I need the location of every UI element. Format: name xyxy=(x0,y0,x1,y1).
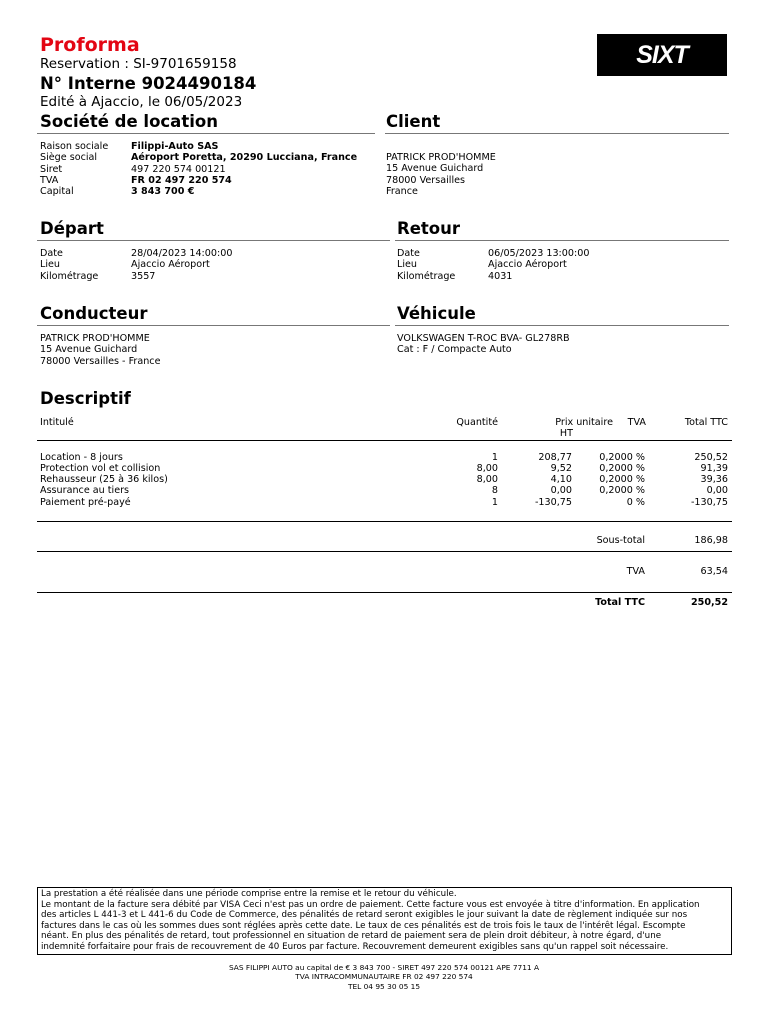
footer-phone-line: TEL 04 95 30 05 15 xyxy=(347,981,421,991)
client-name: PATRICK PROD'HOMME xyxy=(386,152,496,163)
totals-divider xyxy=(37,521,732,522)
subtotal-row xyxy=(40,535,728,546)
legal-notice-line: Le montant de la facture sera débité par VISA Ceci n'est pas un ordre de paiement. Cette facture vous est envoyée à titre d'information. En application xyxy=(41,899,700,910)
row-total: 250,52 xyxy=(694,452,728,463)
value-siege-social: Aéroport Poretta, 20290 Lucciana, France xyxy=(131,152,358,164)
label-raison-sociale: Raison sociale xyxy=(40,141,109,152)
row-quantity: 1 xyxy=(491,452,498,463)
rental-company-values xyxy=(131,141,381,197)
row-label: Paiement pré-payé xyxy=(40,497,131,508)
internal-number: N° Interne 9024490184 xyxy=(40,74,257,93)
value-capital: 3 843 700 € xyxy=(131,186,195,198)
row-vat: 0,2000 % xyxy=(599,474,645,485)
row-unit-price: 9,52 xyxy=(550,463,572,474)
totals-divider xyxy=(37,551,732,552)
row-vat: 0 % xyxy=(626,497,645,508)
table-row xyxy=(40,463,728,474)
row-quantity: 8,00 xyxy=(476,463,498,474)
document-type: Proforma xyxy=(40,34,140,56)
label-siege-social: Siège social xyxy=(40,152,98,164)
subtotal-value: 186,98 xyxy=(694,535,728,546)
vat-row xyxy=(40,566,728,577)
label-capital: Capital xyxy=(40,186,74,198)
col-header-unit-price: Prix unitaire xyxy=(555,417,613,428)
table-header-row xyxy=(40,417,728,428)
section-title-return: Retour xyxy=(397,219,461,238)
table-row xyxy=(40,485,728,496)
return-date-label: Date xyxy=(397,248,420,259)
value-tva: FR 02 497 220 574 xyxy=(131,174,232,186)
legal-notice-line: factures dans le cas où les sommes dues sont réglées après cette date. Le taux de ces pénalités est de trois fois le taux de l'intérêt légal. Escompte xyxy=(41,920,686,931)
vehicle-details xyxy=(397,333,570,356)
total-value: 250,52 xyxy=(690,597,728,608)
divider xyxy=(385,133,729,134)
row-vat: 0,2000 % xyxy=(599,485,645,496)
return-place: Ajaccio Aéroport xyxy=(488,259,567,271)
driver-name: PATRICK PROD'HOMME xyxy=(40,333,150,344)
footer-company-line: SAS FILIPPI AUTO au capital de € 3 843 700 - SIRET 497 220 574 00121 APE 7711 A xyxy=(228,963,540,972)
section-title-descriptif: Descriptif xyxy=(40,389,131,408)
table-header-divider xyxy=(37,440,732,441)
rental-company-labels xyxy=(40,141,131,197)
legal-notice xyxy=(37,887,732,955)
row-unit-price: 4,10 xyxy=(550,474,572,485)
row-vat: 0,2000 % xyxy=(599,463,645,474)
client-address xyxy=(386,152,496,197)
subtotal-label: Sous-total xyxy=(596,535,645,546)
reservation-number: Reservation : SI-9701659158 xyxy=(40,56,237,72)
sixt-logo-mark xyxy=(620,41,704,69)
row-total: 0,00 xyxy=(706,485,728,496)
legal-notice-line: indemnité forfaitaire pour frais de recouvrement de 40 Euros par facture. Recouvrement demeurent exigibles sans qu'un rappel soit nécessaire. xyxy=(41,941,669,952)
departure-mileage: 3557 xyxy=(131,270,156,282)
col-header-vat: TVA xyxy=(627,417,646,428)
departure-date-label: Date xyxy=(40,248,63,259)
divider xyxy=(37,325,390,326)
row-total: 91,39 xyxy=(700,463,728,474)
table-row xyxy=(40,452,728,463)
section-title-rental-company: Société de location xyxy=(40,112,218,131)
col-header-quantity: Quantité xyxy=(456,417,498,428)
value-raison-sociale: Filippi-Auto SAS xyxy=(131,141,219,152)
return-mileage: 4031 xyxy=(488,270,513,282)
driver-street: 15 Avenue Guichard xyxy=(40,344,138,356)
departure-date: 28/04/2023 14:00:00 xyxy=(131,248,233,259)
totals-divider xyxy=(37,592,732,593)
row-vat: 0,2000 % xyxy=(599,452,645,463)
table-row xyxy=(40,497,728,508)
row-total: 39,36 xyxy=(700,474,728,485)
edited-date: Edité à Ajaccio, le 06/05/2023 xyxy=(40,94,243,110)
col-header-unit-price-ht: HT xyxy=(559,428,573,439)
sixt-logo xyxy=(597,34,727,76)
return-date: 06/05/2023 13:00:00 xyxy=(488,248,590,259)
departure-labels xyxy=(40,248,131,282)
legal-notice-line: La prestation a été réalisée dans une période comprise entre la remise et le retour du véhicule. xyxy=(41,889,457,899)
footer xyxy=(0,963,768,991)
departure-place-label: Lieu xyxy=(40,259,60,271)
row-label: Location - 8 jours xyxy=(40,452,123,463)
return-labels xyxy=(397,248,488,282)
vat-label: TVA xyxy=(626,566,645,577)
return-values xyxy=(488,248,589,282)
row-unit-price: 208,77 xyxy=(538,452,572,463)
vat-value: 63,54 xyxy=(700,566,728,577)
value-siret: 497 220 574 00121 xyxy=(131,163,226,175)
table-row xyxy=(40,474,728,485)
section-title-departure: Départ xyxy=(40,219,104,238)
divider xyxy=(37,240,390,241)
divider xyxy=(395,240,729,241)
section-title-vehicle: Véhicule xyxy=(397,304,476,323)
total-label: Total TTC xyxy=(595,597,645,608)
client-city: 78000 Versailles xyxy=(386,174,466,186)
legal-notice-line: néant. En plus des pénalités de retard, tout professionnel en situation de retard de paiement sera de plein droit débiteur, à notre égard, d'une xyxy=(41,931,662,942)
divider xyxy=(395,325,729,326)
client-street: 15 Avenue Guichard xyxy=(386,163,484,175)
departure-mileage-label: Kilométrage xyxy=(40,270,99,282)
row-label: Assurance au tiers xyxy=(40,485,130,496)
row-quantity: 8 xyxy=(491,485,498,496)
return-place-label: Lieu xyxy=(397,259,417,271)
section-title-driver: Conducteur xyxy=(40,304,148,323)
legal-notice-line: des articles L 441-3 et L 441-6 du Code de Commerce, des pénalités de retard seront exigibles le jour suivant la date de règlement indiquée sur nos xyxy=(41,910,688,921)
row-quantity: 1 xyxy=(491,497,498,508)
col-header-total: Total TTC xyxy=(684,417,728,428)
col-header-label: Intitulé xyxy=(40,417,74,428)
row-total: -130,75 xyxy=(690,497,728,508)
label-siret: Siret xyxy=(40,163,63,175)
label-tva: TVA xyxy=(40,174,59,186)
row-label: Protection vol et collision xyxy=(40,463,161,474)
footer-vat-line: TVA INTRACOMMUNAUTAIRE FR 02 497 220 574 xyxy=(295,972,473,982)
driver-details xyxy=(40,333,160,367)
vehicle-category: Cat : F / Compacte Auto xyxy=(397,344,512,356)
driver-city: 78000 Versailles - France xyxy=(40,355,161,367)
row-label: Rehausseur (25 à 36 kilos) xyxy=(40,474,168,485)
departure-values xyxy=(131,248,232,282)
section-title-client: Client xyxy=(386,112,441,131)
sixt-logo-text: SIXT xyxy=(636,41,688,69)
client-country: France xyxy=(386,185,418,197)
divider xyxy=(37,133,375,134)
total-row xyxy=(40,597,728,608)
departure-place: Ajaccio Aéroport xyxy=(131,259,210,271)
row-quantity: 8,00 xyxy=(476,474,498,485)
row-unit-price: 0,00 xyxy=(550,485,572,496)
return-mileage-label: Kilométrage xyxy=(397,270,456,282)
table-header-row-2 xyxy=(40,428,728,439)
row-unit-price: -130,75 xyxy=(534,497,572,508)
vehicle-model: VOLKSWAGEN T-ROC BVA- GL278RB xyxy=(397,333,570,344)
